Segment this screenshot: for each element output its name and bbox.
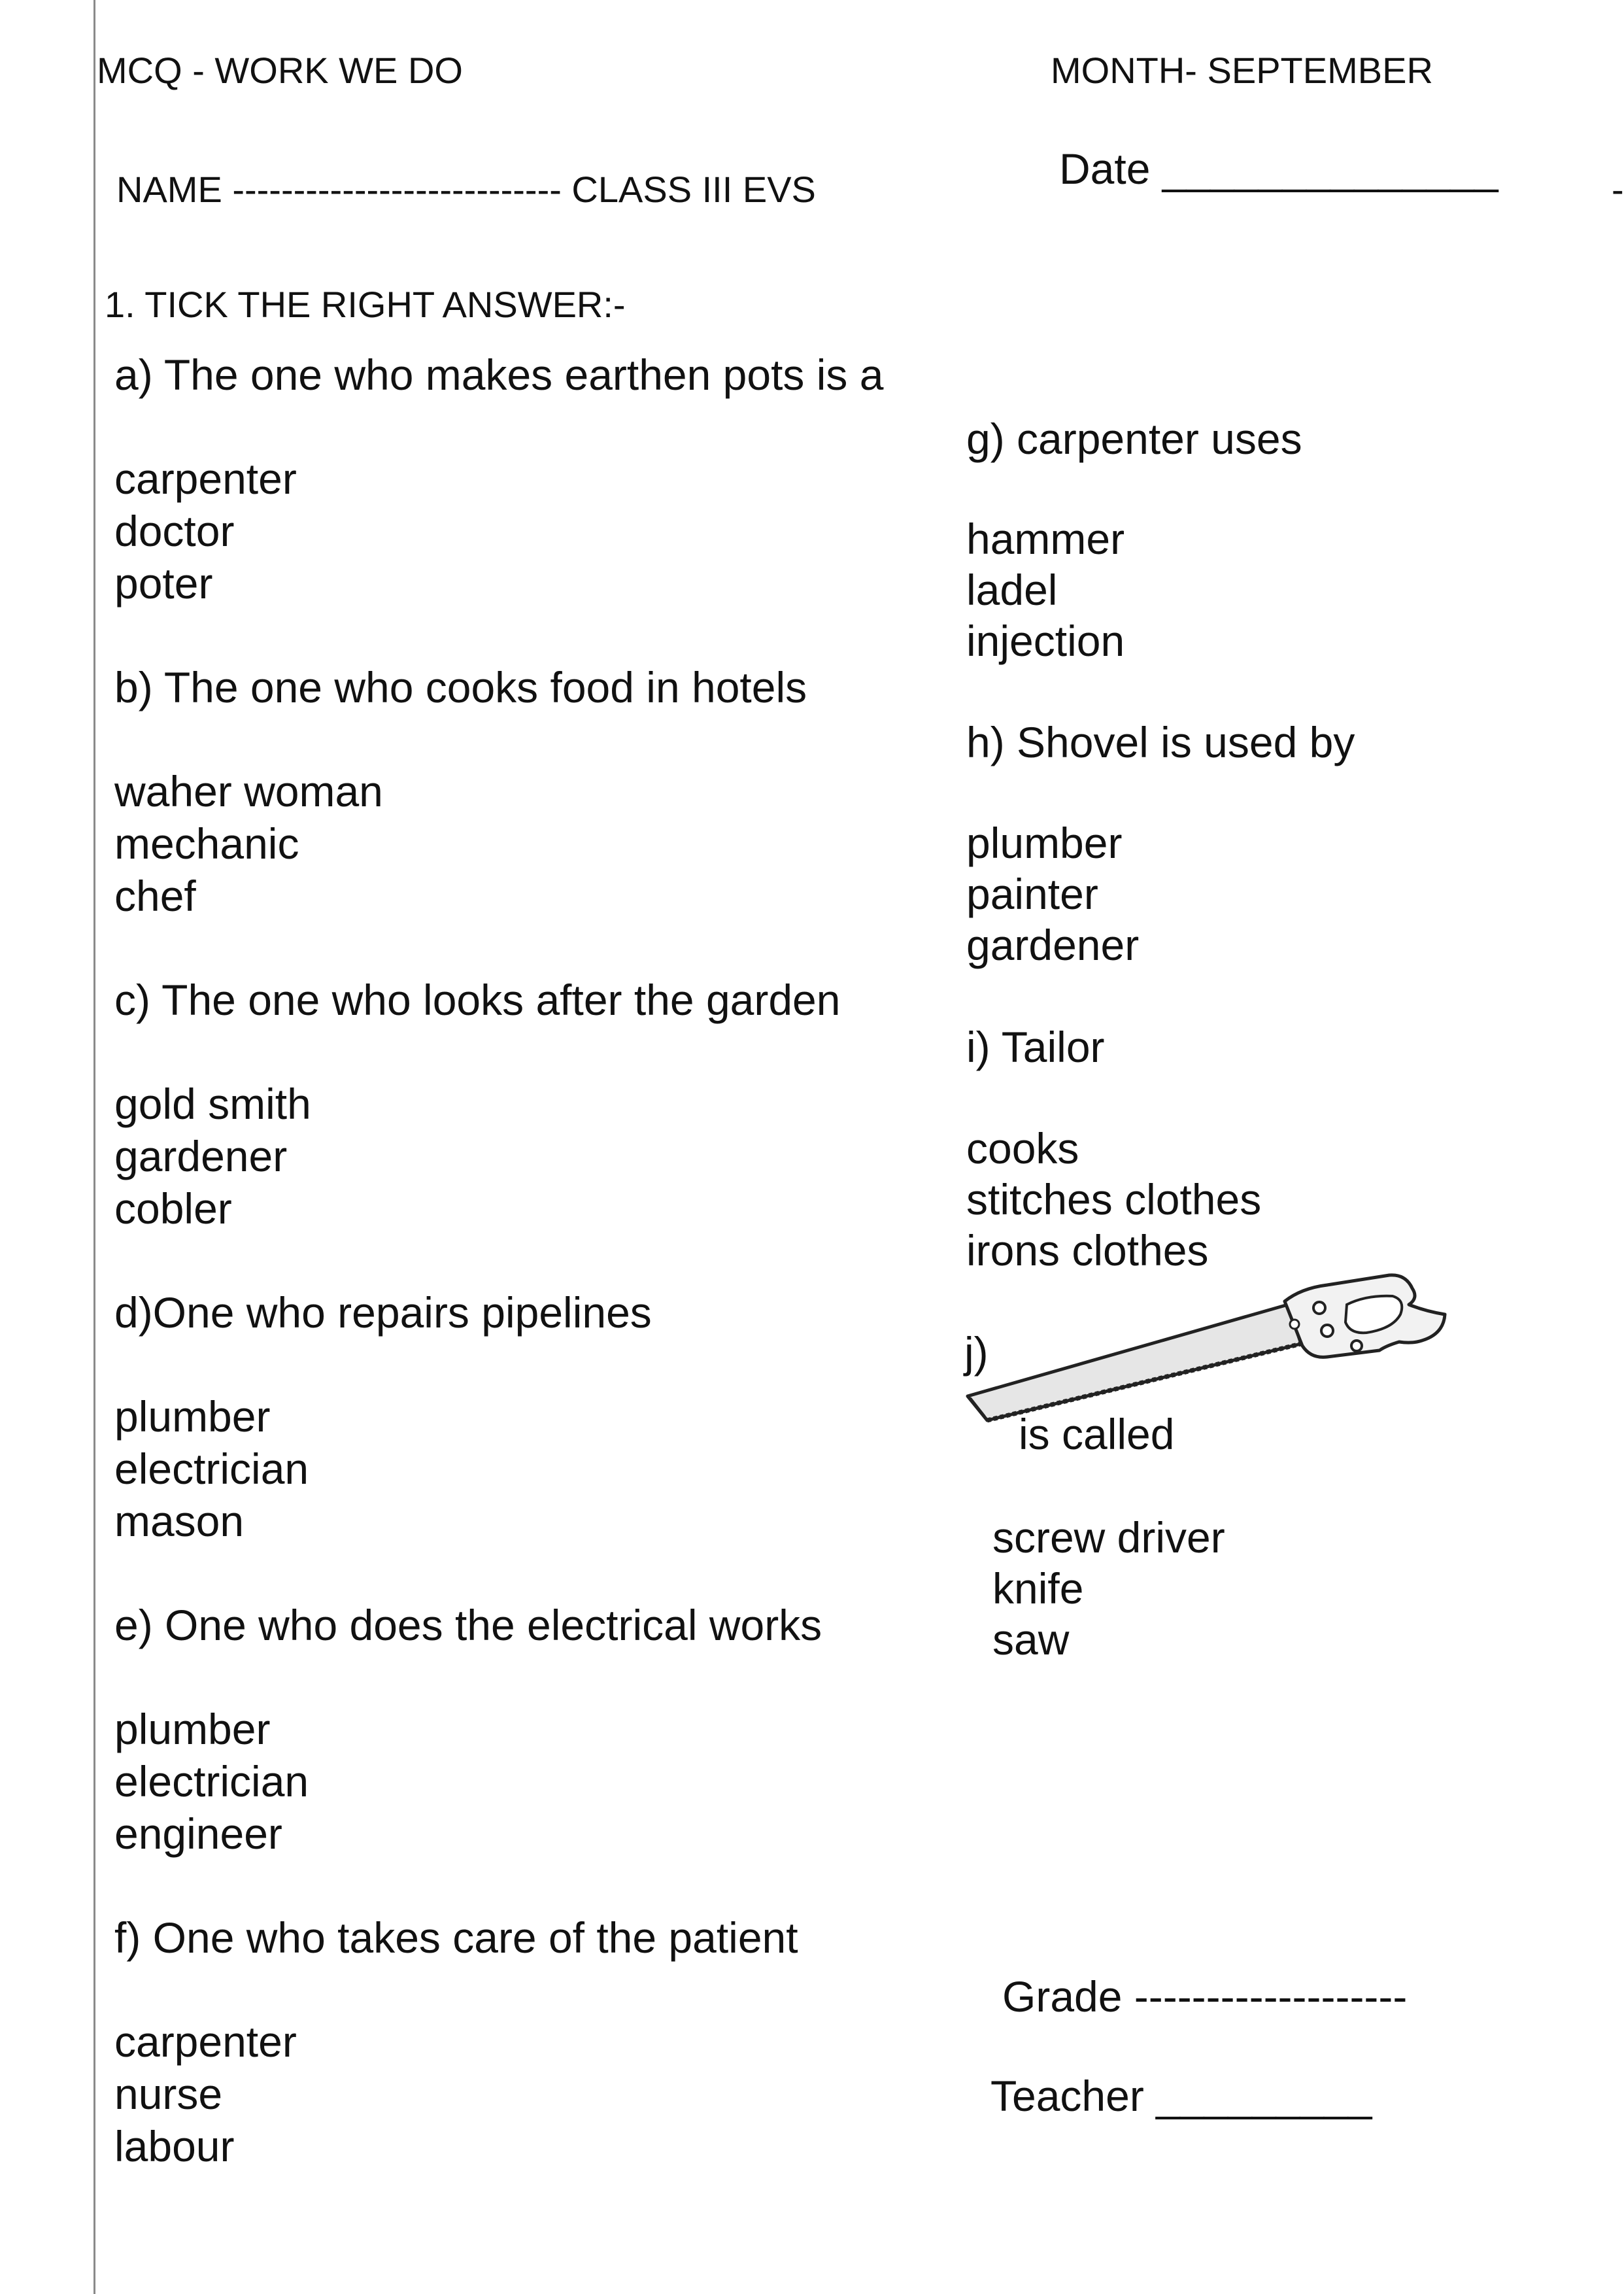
option[interactable]: knife — [992, 1564, 1084, 1613]
option[interactable]: engineer — [114, 1809, 282, 1858]
question-g: g) carpenter uses — [966, 415, 1302, 463]
option[interactable]: saw — [992, 1615, 1070, 1664]
option[interactable]: cooks — [966, 1124, 1079, 1173]
option[interactable]: plumber — [114, 1392, 271, 1441]
grade-field: Grade ------------------- — [1002, 1972, 1408, 2021]
options-j — [992, 1512, 1225, 1665]
question-a: a) The one who makes earthen pots is a — [114, 351, 884, 399]
options-b — [114, 765, 383, 922]
option[interactable]: electrician — [114, 1445, 309, 1493]
worksheet-title: MCQ - WORK WE DO — [97, 50, 463, 91]
question-d: d)One who repairs pipelines — [114, 1288, 652, 1337]
option[interactable]: electrician — [114, 1757, 309, 1806]
question-i: i) Tailor — [966, 1023, 1105, 1071]
name-class-line: NAME --------------------------- CLASS III EVS — [116, 169, 816, 210]
option[interactable]: plumber — [114, 1705, 271, 1753]
section-title: 1. TICK THE RIGHT ANSWER:- — [105, 284, 626, 325]
option[interactable]: carpenter — [114, 454, 297, 503]
question-e: e) One who does the electrical works — [114, 1601, 822, 1649]
option[interactable]: gardener — [114, 1132, 288, 1180]
option[interactable]: poter — [114, 559, 213, 608]
options-f — [114, 2015, 297, 2172]
question-j-suffix: is called — [1019, 1410, 1175, 1458]
option[interactable]: nurse — [114, 2070, 223, 2118]
options-e — [114, 1703, 309, 1860]
date-field: Date ______________ — [1059, 145, 1498, 193]
hand-saw-icon — [961, 1269, 1448, 1426]
option[interactable]: stitches clothes — [966, 1175, 1262, 1224]
options-a — [114, 453, 297, 609]
options-d — [114, 1390, 309, 1547]
teacher-field: Teacher _________ — [990, 2072, 1372, 2120]
option[interactable]: doctor — [114, 507, 235, 555]
option[interactable]: plumber — [966, 819, 1123, 867]
option[interactable]: labour — [114, 2122, 235, 2170]
options-i — [966, 1123, 1261, 1276]
option[interactable]: painter — [966, 870, 1098, 918]
option[interactable]: gold smith — [114, 1080, 311, 1128]
options-c — [114, 1078, 311, 1235]
question-c: c) The one who looks after the garden — [114, 976, 841, 1024]
option[interactable]: carpenter — [114, 2017, 297, 2066]
margin-line — [93, 0, 95, 2294]
options-h — [966, 817, 1139, 970]
option[interactable]: cobler — [114, 1184, 232, 1233]
question-h: h) Shovel is used by — [966, 718, 1355, 766]
option[interactable]: injection — [966, 617, 1125, 665]
option[interactable]: ladel — [966, 566, 1058, 614]
question-j: j) — [964, 1328, 989, 1377]
option[interactable]: irons clothes — [966, 1226, 1209, 1275]
option[interactable]: hammer — [966, 515, 1125, 563]
option[interactable]: mason — [114, 1497, 245, 1545]
option[interactable]: chef — [114, 872, 196, 920]
option[interactable]: gardener — [966, 921, 1140, 969]
question-b: b) The one who cooks food in hotels — [114, 663, 807, 711]
option[interactable]: mechanic — [114, 819, 299, 868]
question-f: f) One who takes care of the patient — [114, 1913, 798, 1962]
option[interactable]: screw driver — [992, 1513, 1225, 1562]
options-g — [966, 513, 1125, 666]
option[interactable]: waher woman — [114, 767, 383, 815]
month-label: MONTH- SEPTEMBER — [1051, 50, 1433, 91]
edge-mark: - — [1612, 169, 1624, 210]
